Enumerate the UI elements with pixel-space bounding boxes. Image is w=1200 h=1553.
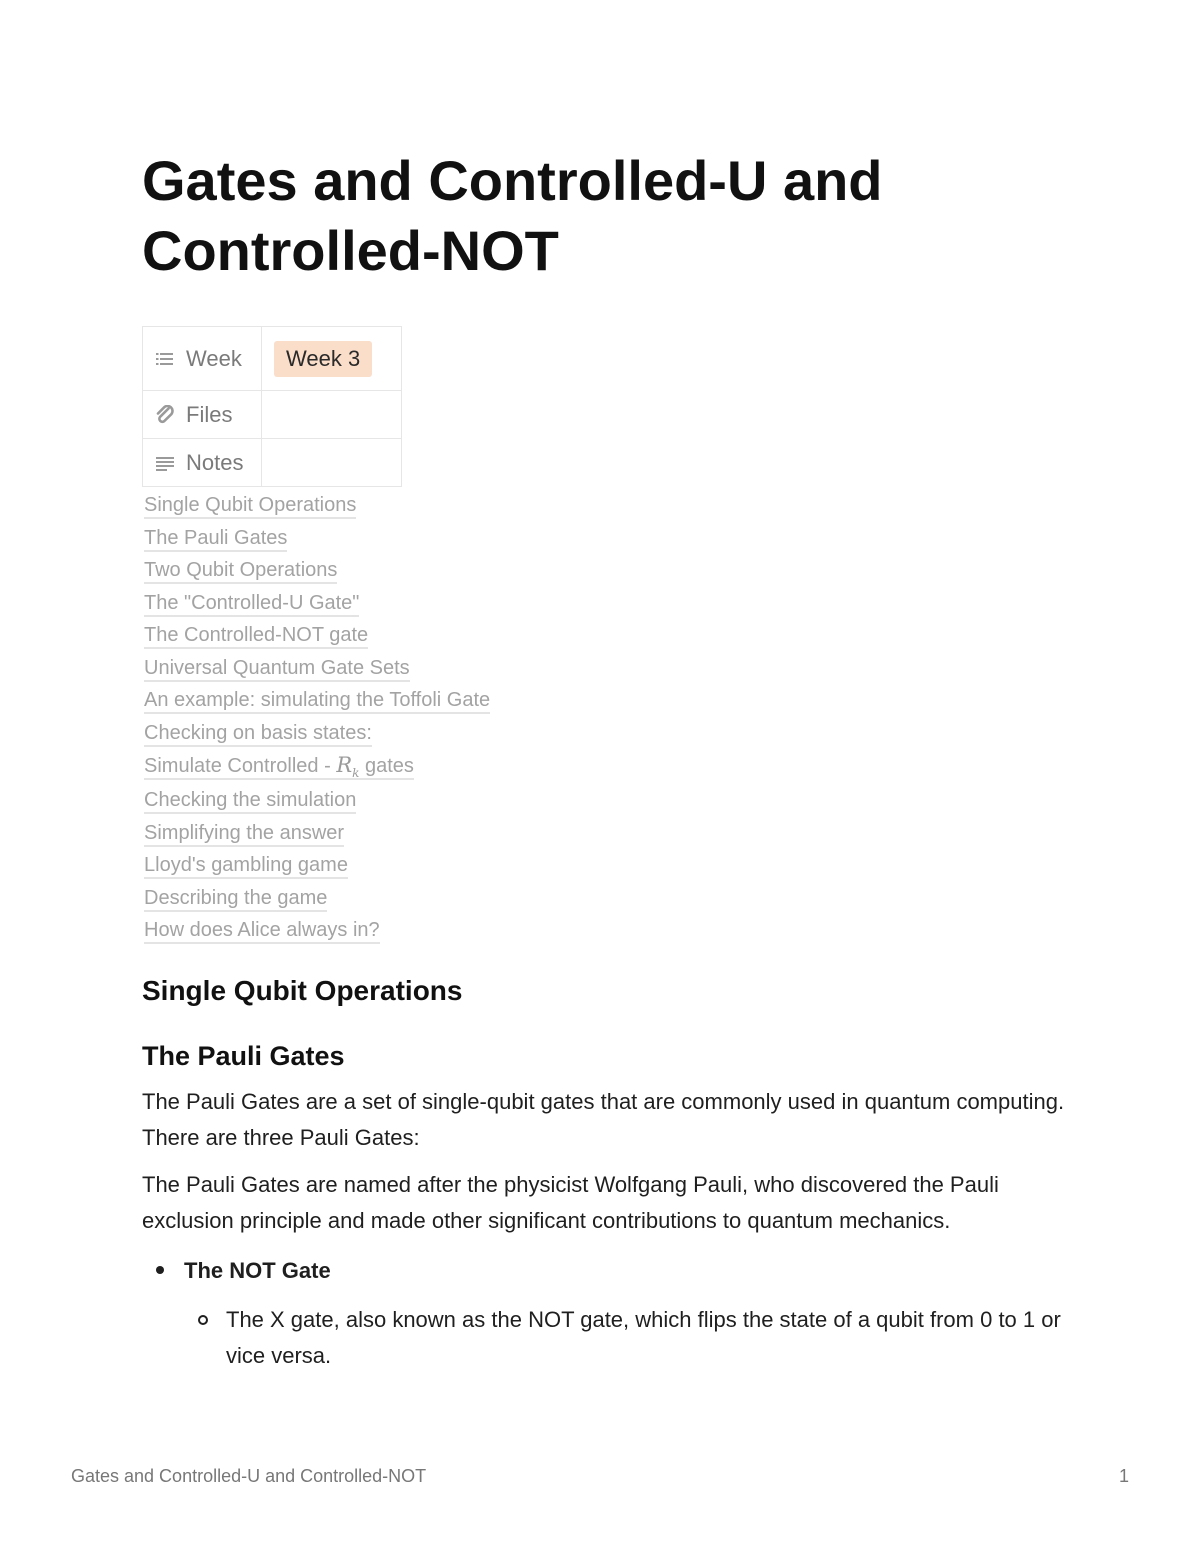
property-label-notes: Notes bbox=[186, 449, 244, 475]
toc-item bbox=[144, 590, 644, 623]
toc-item bbox=[144, 622, 644, 655]
list-icon bbox=[155, 349, 175, 369]
list-item-not-gate: The NOT Gate bbox=[184, 1258, 331, 1283]
toc-link[interactable]: The Controlled-NOT gate bbox=[144, 624, 368, 649]
section-heading-single-qubit: Single Qubit Operations bbox=[142, 975, 463, 1006]
toc-link[interactable]: Simplifying the answer bbox=[144, 822, 344, 847]
toc-link[interactable]: Universal Quantum Gate Sets bbox=[144, 657, 410, 682]
property-label-files: Files bbox=[186, 401, 233, 427]
toc-link[interactable]: How does Alice always in? bbox=[144, 919, 380, 944]
toc-link[interactable]: The Pauli Gates bbox=[144, 527, 287, 552]
table-of-contents bbox=[144, 492, 644, 950]
sub-bullet-circle bbox=[198, 1315, 208, 1325]
toc-link[interactable]: Single Qubit Operations bbox=[144, 494, 356, 519]
property-value-files[interactable] bbox=[262, 391, 402, 439]
paragraph-intro: The Pauli Gates are a set of single-qubit gates that are commonly used in quantum computing. There are three Pauli Gates: bbox=[142, 1089, 1065, 1150]
toc-link[interactable]: Checking the simulation bbox=[144, 789, 356, 814]
toc-link-suffix: gates bbox=[359, 755, 414, 777]
toc-item bbox=[144, 917, 644, 950]
toc-link[interactable]: An example: simulating the Toffoli Gate bbox=[144, 689, 490, 714]
toc-item bbox=[144, 752, 644, 787]
toc-item bbox=[144, 885, 644, 918]
property-label-week: Week bbox=[186, 345, 242, 371]
toc-link-prefix: Simulate Controlled - bbox=[144, 755, 337, 777]
paragraph-naming: The Pauli Gates are named after the physicist Wolfgang Pauli, who discovered the Pauli exclusion principle and made other significant contributions to quantum mechanics. bbox=[142, 1172, 999, 1233]
page-title: Gates and Controlled-U and Controlled-NOT bbox=[142, 149, 883, 282]
math-r-k: $R_k$ bbox=[336, 753, 360, 781]
footer-title: Gates and Controlled-U and Controlled-NOT bbox=[71, 1466, 427, 1486]
toc-item bbox=[144, 525, 644, 558]
toc-item bbox=[144, 820, 644, 853]
property-row-notes bbox=[143, 439, 402, 487]
text-lines-icon bbox=[155, 453, 175, 473]
property-value-notes[interactable] bbox=[262, 439, 402, 487]
section-heading-pauli-gates: The Pauli Gates bbox=[142, 1041, 345, 1071]
toc-item bbox=[144, 557, 644, 590]
property-row-week bbox=[143, 327, 402, 391]
properties-table bbox=[142, 326, 402, 487]
toc-link[interactable]: Checking on basis states: bbox=[144, 722, 372, 747]
toc-item bbox=[144, 787, 644, 820]
footer-page-number: 1 bbox=[1118, 1466, 1129, 1486]
bullet-dot bbox=[156, 1266, 164, 1274]
toc-item bbox=[144, 687, 644, 720]
toc-item bbox=[144, 492, 644, 525]
toc-item bbox=[144, 720, 644, 753]
property-row-files bbox=[143, 391, 402, 439]
toc-item bbox=[144, 655, 644, 688]
week-tag[interactable]: Week 3 bbox=[274, 341, 372, 377]
toc-link[interactable]: Two Qubit Operations bbox=[144, 559, 337, 584]
paperclip-icon bbox=[155, 405, 175, 425]
toc-link[interactable]: The "Controlled-U Gate" bbox=[144, 592, 359, 617]
property-value-week[interactable] bbox=[262, 327, 402, 391]
list-item-x-gate: The X gate, also known as the NOT gate, which flips the state of a qubit from 0 to 1 or vice versa. bbox=[226, 1307, 1061, 1368]
toc-link[interactable]: Lloyd's gambling game bbox=[144, 854, 348, 879]
toc-link-simulate-rk[interactable] bbox=[144, 755, 414, 780]
toc-item bbox=[144, 852, 644, 885]
toc-link[interactable]: Describing the game bbox=[144, 887, 327, 912]
